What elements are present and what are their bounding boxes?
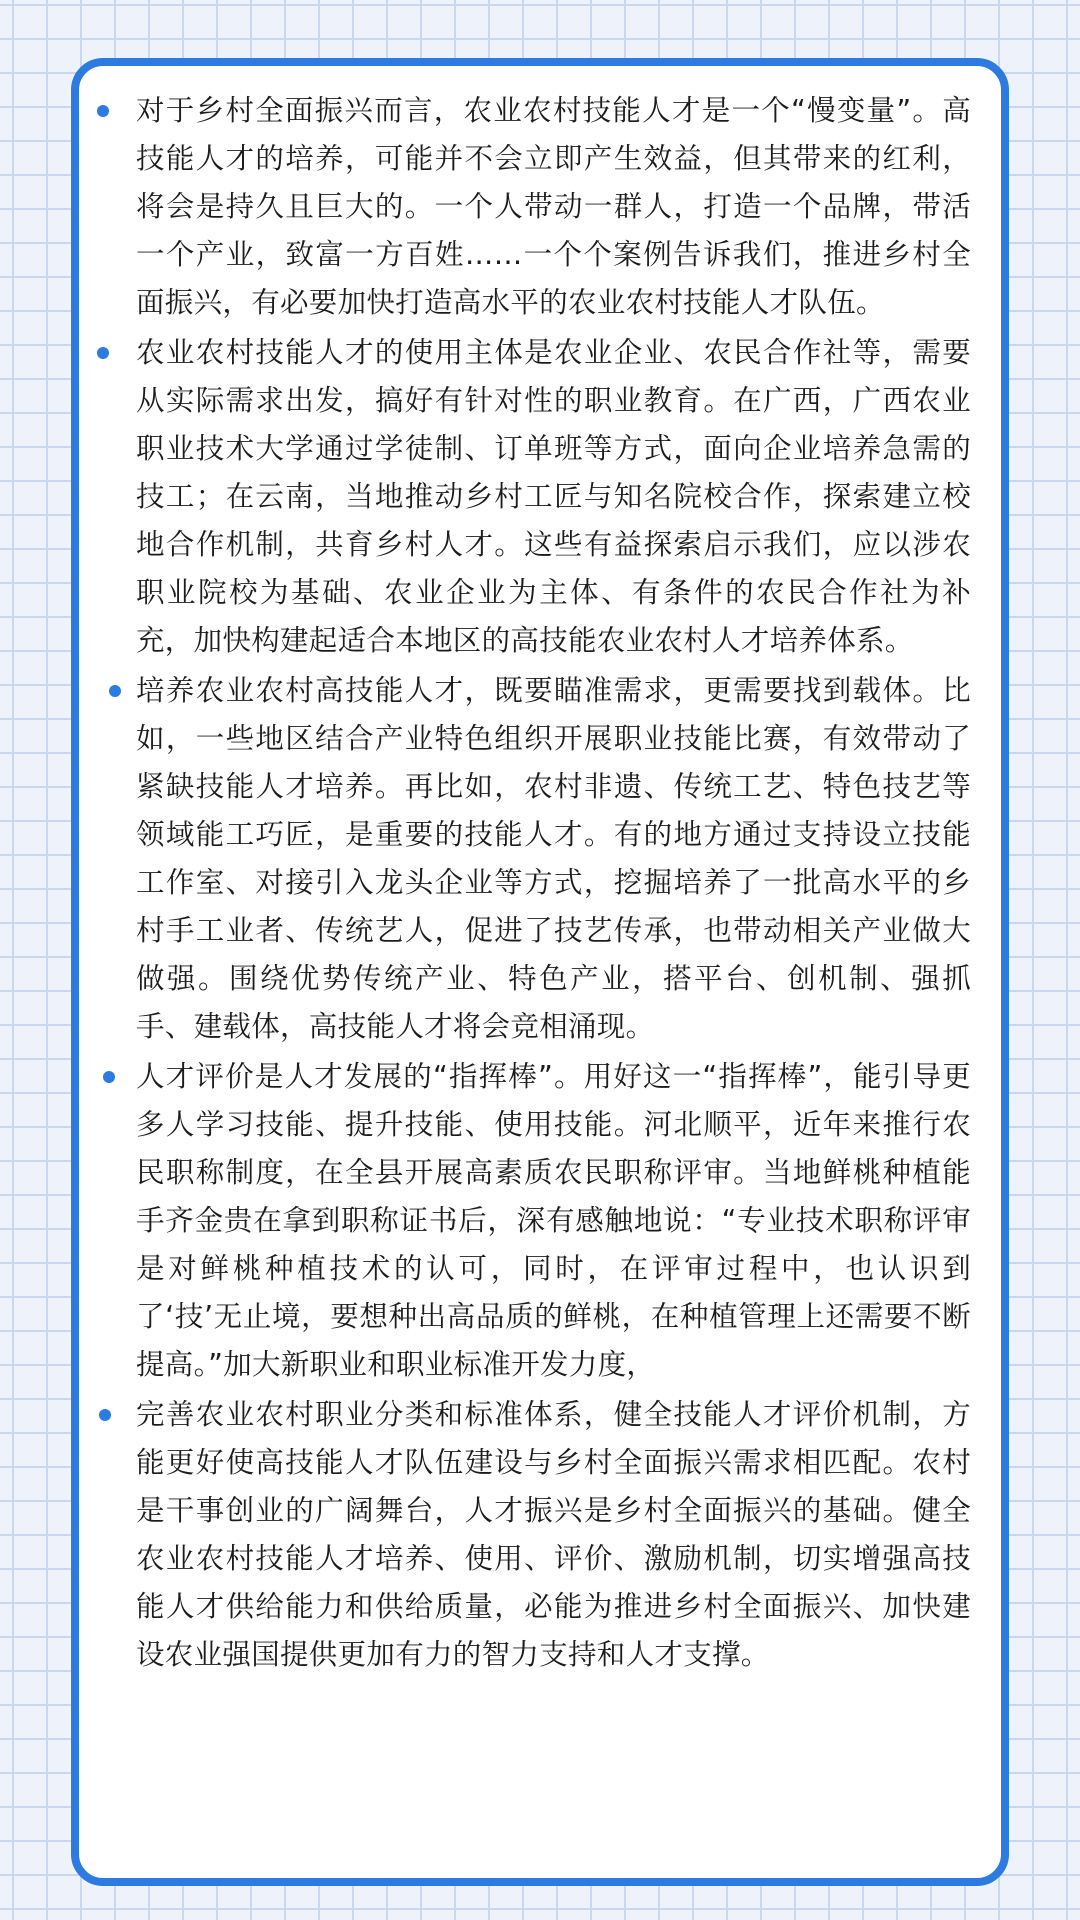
list-item (79, 329, 1001, 665)
bullet-dot-icon (109, 685, 121, 697)
bullet-dot-icon (99, 1409, 111, 1421)
paragraph-text: 完善农业农村职业分类和标准体系，健全技能人才评价机制，方能更好使高技能人才队伍建设与乡村全面振兴需求相匹配。农村是干事创业的广阔舞台，人才振兴是乡村全面振兴的基础。健全农业农村技能人才培养、使用、评价、激励机制，切实增强高技能人才供给能力和供给质量，必能为推进乡村全面振兴、加快建设农业强国提供更加有力的智力支持和人才支撑。 (136, 1398, 971, 1671)
article-card (71, 58, 1009, 1886)
bullet-dot-icon (97, 347, 109, 359)
bullet-dot-icon (103, 1071, 115, 1083)
paragraph-text: 农业农村技能人才的使用主体是农业企业、农民合作社等，需要从实际需求出发，搞好有针对性的职业教育。在广西，广西农业职业技术大学通过学徒制、订单班等方式，面向企业培养急需的技工；在云南，当地推动乡村工匠与知名院校合作，探索建立校地合作机制，共育乡村人才。这些有益探索启示我们，应以涉农职业院校为基础、农业企业为主体、有条件的农民合作社为补充，加快构建起适合本地区的高技能农业农村人才培养体系。 (136, 336, 971, 657)
list-item (79, 87, 1001, 327)
paragraph-text: 对于乡村全面振兴而言，农业农村技能人才是一个“慢变量”。高技能人才的培养，可能并不会立即产生效益，但其带来的红利，将会是持久且巨大的。一个人带动一群人，打造一个品牌，带活一个产业，致富一方百姓……一个个案例告诉我们，推进乡村全面振兴，有必要加快打造高水平的农业农村技能人才队伍。 (136, 94, 971, 319)
bullet-dot-icon (97, 105, 109, 117)
list-item (79, 1053, 1001, 1389)
bullet-list (79, 87, 1001, 1681)
list-item (79, 1391, 1001, 1679)
paragraph-text: 人才评价是人才发展的“指挥棒”。用好这一“指挥棒”，能引导更多人学习技能、提升技能、使用技能。河北顺平，近年来推行农民职称制度，在全县开展高素质农民职称评审。当地鲜桃种植能手齐金贵在拿到职称证书后，深有感触地说：“专业技术职称评审是对鲜桃种植技术的认可，同时，在评审过程中，也认识到了‘技’无止境，要想种出高品质的鲜桃，在种植管理上还需要不断提高。”加大新职业和职业标准开发力度， (136, 1060, 971, 1381)
paragraph-text: 培养农业农村高技能人才，既要瞄准需求，更需要找到载体。比如，一些地区结合产业特色组织开展职业技能比赛，有效带动了紧缺技能人才培养。再比如，农村非遗、传统工艺、特色技艺等领域能工巧匠，是重要的技能人才。有的地方通过支持设立技能工作室、对接引入龙头企业等方式，挖掘培养了一批高水平的乡村手工业者、传统艺人，促进了技艺传承，也带动相关产业做大做强。围绕优势传统产业、特色产业，搭平台、创机制、强抓手、建载体，高技能人才将会竞相涌现。 (136, 674, 971, 1043)
list-item (79, 667, 1001, 1051)
